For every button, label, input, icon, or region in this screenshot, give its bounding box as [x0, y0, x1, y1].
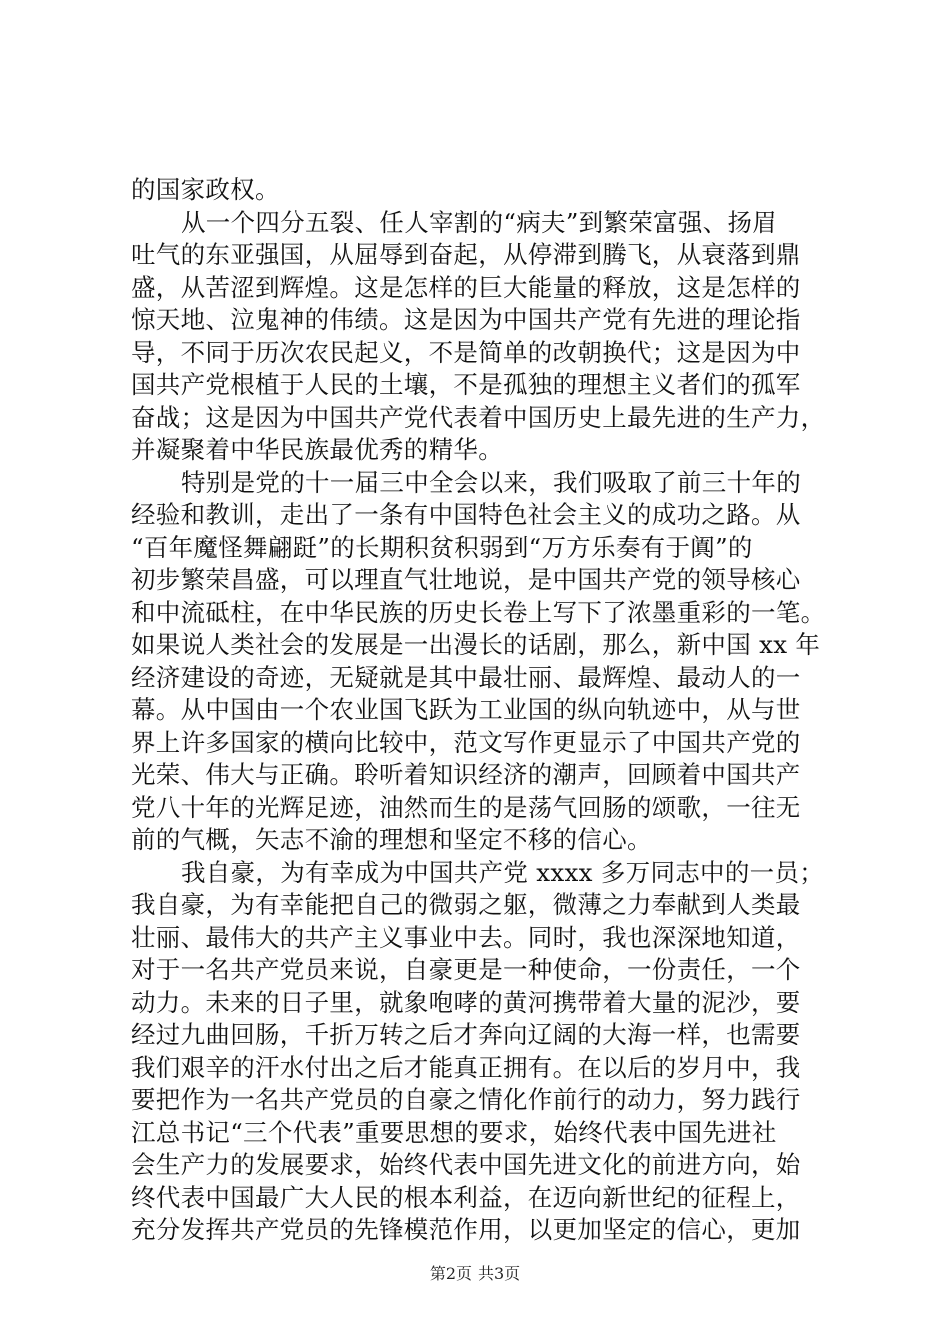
text-line: 吐气的东亚强国，从屈辱到奋起，从停滞到腾飞，从衰落到鼎 — [131, 240, 801, 269]
text-line: 国共产党根植于人民的土壤，不是孤独的理想主义者们的孤军 — [131, 370, 801, 399]
text-line: 光荣、伟大与正确。聆听着知识经济的潮声，回顾着中国共产 — [131, 760, 801, 789]
text-line: 壮丽、最伟大的共产主义事业中去。同时，我也深深地知道， — [131, 922, 801, 952]
text-line: 特别是党的十一届三中全会以来，我们吸取了前三十年的 — [181, 467, 801, 497]
text-line: 充分发挥共产党员的先锋模范作用，以更加坚定的信心，更加 — [131, 1215, 801, 1244]
text-line: 党八十年的光辉足迹，油然而生的是荡气回肠的颂歌，一往无 — [131, 792, 801, 822]
text-line: 界上许多国家的横向比较中，范文写作更显示了中国共产党的 — [131, 727, 801, 757]
text-line: 奋战；这是因为中国共产党代表着中国历史上最先进的生产力， — [131, 402, 826, 432]
text-line: 动力。未来的日子里，就象咆哮的黄河携带着大量的泥沙，要 — [131, 987, 801, 1017]
text-line: 我自豪，为有幸成为中国共产党 xxxx 多万同志中的一员； — [181, 857, 825, 887]
text-line: 终代表中国最广大人民的根本利益，在迈向新世纪的征程上， — [131, 1182, 801, 1212]
text-line: 经验和教训，走出了一条有中国特色社会主义的成功之路。从 — [131, 500, 801, 529]
text-line: “百年魔怪舞翩跹”的长期积贫积弱到“万方乐奏有于阗”的 — [131, 532, 753, 562]
document-body — [131, 174, 831, 1247]
text-line: 经过九曲回肠，千折万转之后才奔向辽阔的大海一样，也需要 — [131, 1020, 801, 1049]
text-line: 江总书记“三个代表”重要思想的要求，始终代表中国先进社 — [131, 1117, 777, 1147]
text-line: 对于一名共产党员来说，自豪更是一种使命，一份责任，一个 — [131, 955, 801, 984]
text-line: 和中流砥柱，在中华民族的历史长卷上写下了浓墨重彩的一笔。 — [131, 597, 826, 627]
text-line: 从一个四分五裂、任人宰割的“病夫”到繁荣富强、扬眉 — [181, 207, 778, 237]
text-line: 幕。从中国由一个农业国飞跃为工业国的纵向轨迹中，从与世 — [131, 695, 801, 724]
text-line: 惊天地、泣鬼神的伟绩。这是因为中国共产党有先进的理论指 — [131, 305, 801, 334]
text-line: 盛，从苦涩到辉煌。这是怎样的巨大能量的释放，这是怎样的 — [131, 272, 801, 302]
text-line: 要把作为一名共产党员的自豪之情化作前行的动力，努力践行 — [131, 1085, 801, 1114]
text-line: 的国家政权。 — [131, 175, 280, 204]
text-line: 经济建设的奇迹，无疑就是其中最壮丽、最辉煌、最动人的一 — [131, 662, 801, 692]
text-line: 并凝聚着中华民族最优秀的精华。 — [131, 435, 503, 464]
text-line: 我们艰辛的汗水付出之后才能真正拥有。在以后的岁月中，我 — [131, 1052, 801, 1082]
text-line: 会生产力的发展要求，始终代表中国先进文化的前进方向，始 — [131, 1150, 801, 1179]
text-line: 我自豪，为有幸能把自己的微弱之躯，微薄之力奉献到人类最 — [131, 890, 801, 919]
text-line: 初步繁荣昌盛，可以理直气壮地说，是中国共产党的领导核心 — [131, 565, 801, 594]
page-footer — [0, 1264, 950, 1284]
text-line: 前的气概，矢志不渝的理想和坚定不移的信心。 — [131, 825, 652, 854]
text-line: 导，不同于历次农民起义，不是简单的改朝换代；这是因为中 — [131, 337, 801, 367]
text-line: 如果说人类社会的发展是一出漫长的话剧，那么，新中国 xx 年 — [131, 630, 821, 659]
page-number: 第2页 — [429, 1264, 472, 1283]
page-total: 共3页 — [478, 1264, 521, 1283]
